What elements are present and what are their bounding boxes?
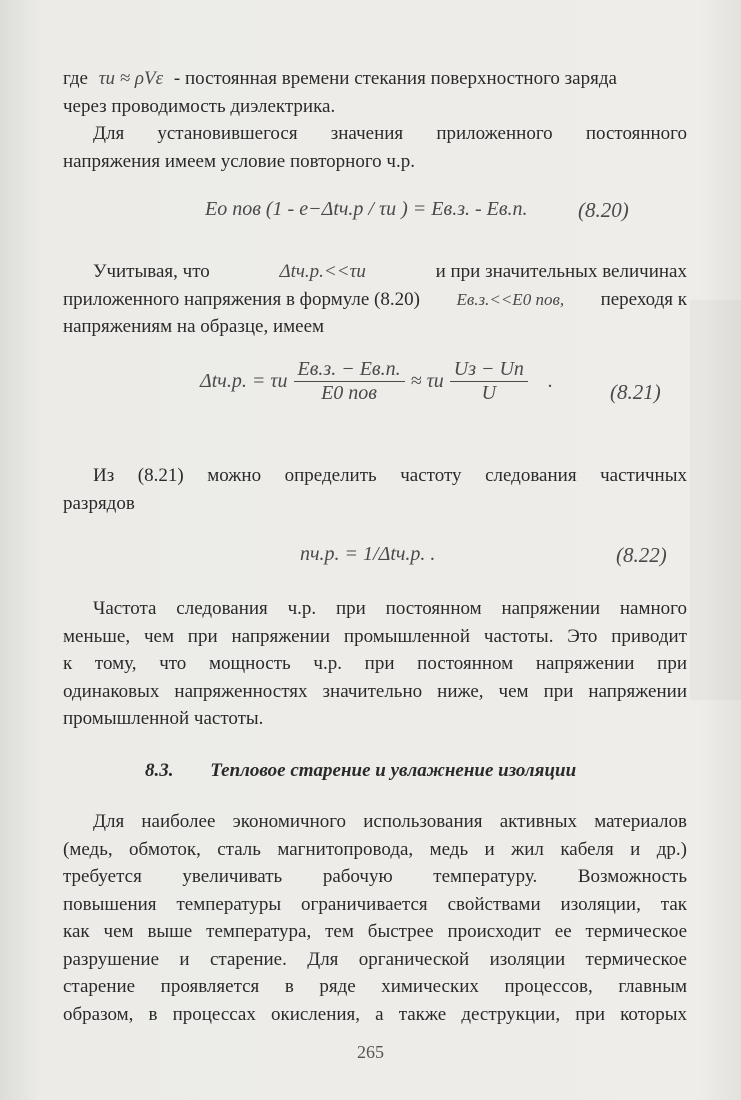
text: - постоянная времени стекания поверхностного заряда [173,68,617,89]
equation-number-8-22: (8.22) [616,543,667,567]
inline-formula: Δtч.р.<<τи [279,261,366,282]
text: где [63,68,88,89]
paragraph-3 [63,258,687,341]
section-heading [145,760,576,782]
fraction-numerator: Eв.з. − Eв.п. [294,358,405,382]
equation-number-8-21: (8.21) [610,380,661,404]
text-line: напряжениям на образце, имеем [63,316,325,337]
text: Учитывая, что [93,261,210,282]
text-line: промышленной частоты. [63,708,264,729]
text-line: образом, в процессах окисления, а также деструкции, при которых [63,1003,687,1025]
text-line: Из (8.21) можно определить частоту следования частичных [93,465,687,486]
paragraph-1 [63,65,687,120]
text-line: Для установившегося значения приложенного постоянного [93,123,687,144]
fraction-2 [450,358,528,405]
equation-number-8-20: (8.20) [578,198,629,222]
text-line: как чем выше температура, тем быстрее происходит ее термическое [63,921,687,942]
paragraph-2 [63,120,687,175]
fraction-denominator: E0 пов [321,382,377,404]
text: приложенного напряжения в формуле (8.20) [63,288,420,310]
section-number: 8.3. [145,760,174,781]
text-line: напряжения имеем условие повторного ч.р. [63,150,415,172]
text-line: одинаковых напряженностях значительно ниже, чем при напряжении [63,680,687,702]
paragraph-4 [63,462,687,517]
formula-approx: ≈ τи [410,370,444,392]
formula-period: . [547,370,553,392]
formula-8-21 [200,358,553,405]
formula-lhs: Δtч.р. = τи [200,370,288,392]
text-line: к тому, что мощность ч.р. при постоянном напряжении при [63,653,687,674]
paragraph-6 [63,808,687,1028]
text-line: меньше, чем при напряжении промышленной частоты. Это приводит [63,625,687,647]
page-number: 265 [357,1042,384,1062]
text-line: требуется увеличивать рабочую температуру. Возможность [63,866,687,887]
inline-formula: Eв.з.<<E0 пов, [456,289,565,309]
text-line: разрядов [63,492,135,514]
text: и при значительных величинах [435,261,687,282]
formula-8-22: nч.р. = 1/Δtч.р. . [300,543,436,565]
scan-shadow [690,300,741,700]
text-line: повышения температуры ограничивается свойствами изоляции, так [63,893,687,915]
section-title: Тепловое старение и увлажнение изоляции [210,760,577,781]
fraction-denominator: U [481,382,497,404]
fraction-numerator: Uз − Uп [450,358,528,382]
inline-formula-tau: τи ≈ ρVε [98,68,164,89]
text-line: Частота следования ч.р. при постоянном напряжении намного [93,598,687,619]
text-line: через проводимость диэлектрика. [63,95,336,117]
fraction-1 [294,358,405,405]
paragraph-5 [63,595,687,733]
text-line: разрушение и старение. Для органической изоляции термическое [63,948,687,970]
formula-8-20: Eо пов (1 - e−Δtч.р / τи ) = Eв.з. - Eв.п. [205,198,528,220]
text: переходя к [600,288,687,310]
text-line: Для наиболее экономичного использования активных материалов [93,811,687,832]
text-line: старение проявляется в ряде химических процессов, главным [63,976,687,997]
text-line: (медь, обмоток, сталь магнитопровода, медь и жил кабеля и др.) [63,838,687,860]
